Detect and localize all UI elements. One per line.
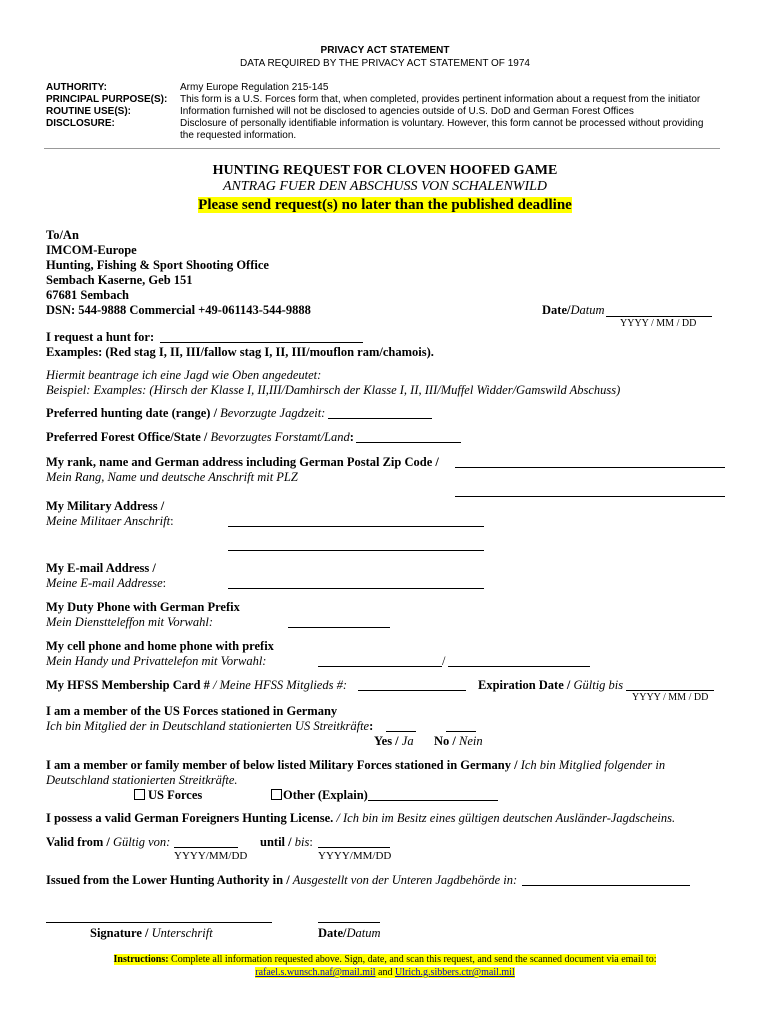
- deadline-text: Please send request(s) no later than the published deadline: [198, 197, 572, 213]
- disclosure-text-cont: the requested information.: [180, 130, 297, 141]
- until-label: until / bis:: [260, 835, 313, 849]
- issued-label: Issued from the Lower Hunting Authority in / Ausgestellt von der Unteren Jagdbehörde in:: [46, 873, 518, 887]
- no-field[interactable]: [446, 731, 476, 732]
- other-forces-question: I am a member or family member of below listed Military Forces stationed in Germany / Ich bin Mitglied folgender in: [46, 758, 666, 772]
- instructions-text: Instructions: Complete all information requested above. Sign, date, and scan this request, and send the scanned document via email to:: [113, 954, 657, 965]
- other-forces-question-de: Deutschland stationierten Streitkräfte.: [46, 773, 238, 787]
- us-forces-question: I am a member of the US Forces stationed in Germany: [46, 704, 338, 718]
- privacy-title: PRIVACY ACT STATEMENT: [320, 45, 450, 56]
- hunt-request-label: I request a hunt for:: [46, 330, 155, 344]
- instructions-emails: [0, 962, 770, 980]
- valid-from-format-hint: YYYY/MM/DD: [174, 850, 248, 862]
- rank-field-line2[interactable]: [455, 496, 725, 497]
- office-name: Hunting, Fishing & Sport Shooting Office: [46, 258, 269, 272]
- mil-address-label: My Military Address /: [46, 499, 165, 513]
- routine-use-text: Information furnished will not be disclosed to agencies outside of U.S. DoD and German Forest Offices: [180, 106, 634, 117]
- valid-from-label: Valid from / Gültig von:: [46, 835, 171, 849]
- us-forces-question-de: Ich bin Mitglied der in Deutschland stationierten US Streitkräfte:: [46, 719, 374, 733]
- until-field[interactable]: [318, 847, 390, 848]
- hunt-request-field[interactable]: [160, 342, 363, 343]
- date-format-hint: YYYY / MM / DD: [620, 318, 697, 329]
- deadline-notice: [0, 196, 770, 214]
- hfss-label: My HFSS Membership Card # / Meine HFSS Mitglieds #:: [46, 678, 348, 692]
- date-field[interactable]: [606, 316, 712, 317]
- until-format-hint: YYYY/MM/DD: [318, 850, 392, 862]
- routine-use-label: ROUTINE USE(S):: [46, 106, 131, 117]
- no-label: No / Nein: [434, 734, 483, 748]
- hunt-examples-de: Beispiel: Examples: (Hirsch der Klasse I, II,III/Damhirsch der Klasse I, II, III/Muffel Widder/Gamswild Abschuss): [46, 383, 621, 397]
- signature-date-label: Date/Datum: [318, 926, 381, 940]
- email-label-de: Meine E-mail Addresse:: [46, 576, 167, 590]
- rank-label-de: Mein Rang, Name und deutsche Anschrift mit PLZ: [46, 470, 298, 484]
- email-link-2[interactable]: Ulrich.g.sibbers.ctr@mail.mil: [395, 967, 515, 978]
- expiration-format-hint: YYYY / MM / DD: [632, 692, 709, 703]
- rank-field-line1[interactable]: [455, 467, 725, 468]
- street-address: Sembach Kaserne, Geb 151: [46, 273, 193, 287]
- duty-phone-field[interactable]: [288, 627, 390, 628]
- org-name: IMCOM-Europe: [46, 243, 137, 257]
- yes-field[interactable]: [386, 731, 416, 732]
- pref-forest-label: Preferred Forest Office/State / Bevorzugtes Forstamt/Land:: [46, 430, 354, 444]
- rank-label: My rank, name and German address including German Postal Zip Code /: [46, 455, 439, 469]
- mil-address-label-de: Meine Militaer Anschrift:: [46, 514, 174, 528]
- expiration-label: Expiration Date / Gültig bis: [478, 678, 624, 692]
- to-label: To/An: [46, 228, 79, 242]
- signature-date-field[interactable]: [318, 922, 380, 923]
- cell-phone-label: My cell phone and home phone with prefix: [46, 639, 274, 653]
- phone-separator: /: [442, 654, 446, 668]
- mil-address-field-line2[interactable]: [228, 550, 484, 551]
- other-checkbox[interactable]: [271, 789, 282, 800]
- purpose-label: PRINCIPAL PURPOSE(S):: [46, 94, 168, 105]
- pref-date-field[interactable]: [328, 418, 432, 419]
- us-forces-checkbox[interactable]: [134, 789, 145, 800]
- cell-phone-label-de: Mein Handy und Privattelefon mit Vorwahl:: [46, 654, 267, 668]
- issued-field[interactable]: [522, 885, 690, 886]
- signature-label: Signature / Unterschrift: [90, 926, 213, 940]
- pref-date-label: Preferred hunting date (range) / Bevorzugte Jagdzeit:: [46, 406, 326, 420]
- us-forces-option-label: US Forces: [148, 788, 203, 802]
- valid-from-field[interactable]: [174, 847, 238, 848]
- yes-label: Yes / Ja: [374, 734, 414, 748]
- form-title: HUNTING REQUEST FOR CLOVEN HOOFED GAME: [212, 163, 558, 178]
- license-label: I possess a valid German Foreigners Hunting License. / Ich bin im Besitz eines gültigen deutschen Ausländer-Jagdscheins.: [46, 811, 676, 825]
- email-field[interactable]: [228, 588, 484, 589]
- purpose-text: This form is a U.S. Forces form that, when completed, provides pertinent information about a request from the initiator: [180, 94, 701, 105]
- hfss-field[interactable]: [358, 690, 466, 691]
- other-explain-field[interactable]: [368, 800, 498, 801]
- city-address: 67681 Sembach: [46, 288, 129, 302]
- form-title-de: ANTRAG FUER DEN ABSCHUSS VON SCHALENWILD: [222, 179, 548, 194]
- duty-phone-label: My Duty Phone with German Prefix: [46, 600, 240, 614]
- privacy-subtitle: DATA REQUIRED BY THE PRIVACY ACT STATEMENT OF 1974: [240, 58, 530, 69]
- email-label: My E-mail Address /: [46, 561, 156, 575]
- instructions-emails-text: rafael.s.wunsch.naf@mail.mil and Ulrich.g.sibbers.ctr@mail.mil: [255, 967, 515, 978]
- pref-forest-field[interactable]: [356, 442, 461, 443]
- home-phone-field[interactable]: [448, 666, 590, 667]
- divider: [44, 148, 720, 149]
- date-label: Date/Datum: [542, 303, 605, 317]
- office-phone: DSN: 544-9888 Commercial +49-061143-544-9888: [46, 303, 311, 317]
- authority-label: AUTHORITY:: [46, 82, 107, 93]
- signature-field[interactable]: [46, 922, 272, 923]
- email-link-1[interactable]: rafael.s.wunsch.naf@mail.mil: [255, 967, 376, 978]
- hunt-request-de: Hiermit beantrage ich eine Jagd wie Oben angedeutet:: [46, 368, 322, 382]
- duty-phone-label-de: Mein Dienstteleffon mit Vorwahl:: [46, 615, 213, 629]
- mil-address-field-line1[interactable]: [228, 526, 484, 527]
- cell-phone-field[interactable]: [318, 666, 442, 667]
- hunt-examples: Examples: (Red stag I, II, III/fallow stag I, II, III/mouflon ram/chamois).: [46, 345, 434, 359]
- expiration-field[interactable]: [626, 690, 714, 691]
- other-option-label: Other (Explain): [283, 788, 368, 802]
- disclosure-label: DISCLOSURE:: [46, 118, 115, 129]
- authority-text: Army Europe Regulation 215-145: [180, 82, 329, 93]
- disclosure-text: Disclosure of personally identifiable information is voluntary. However, this form cannot be processed without providing: [180, 118, 704, 129]
